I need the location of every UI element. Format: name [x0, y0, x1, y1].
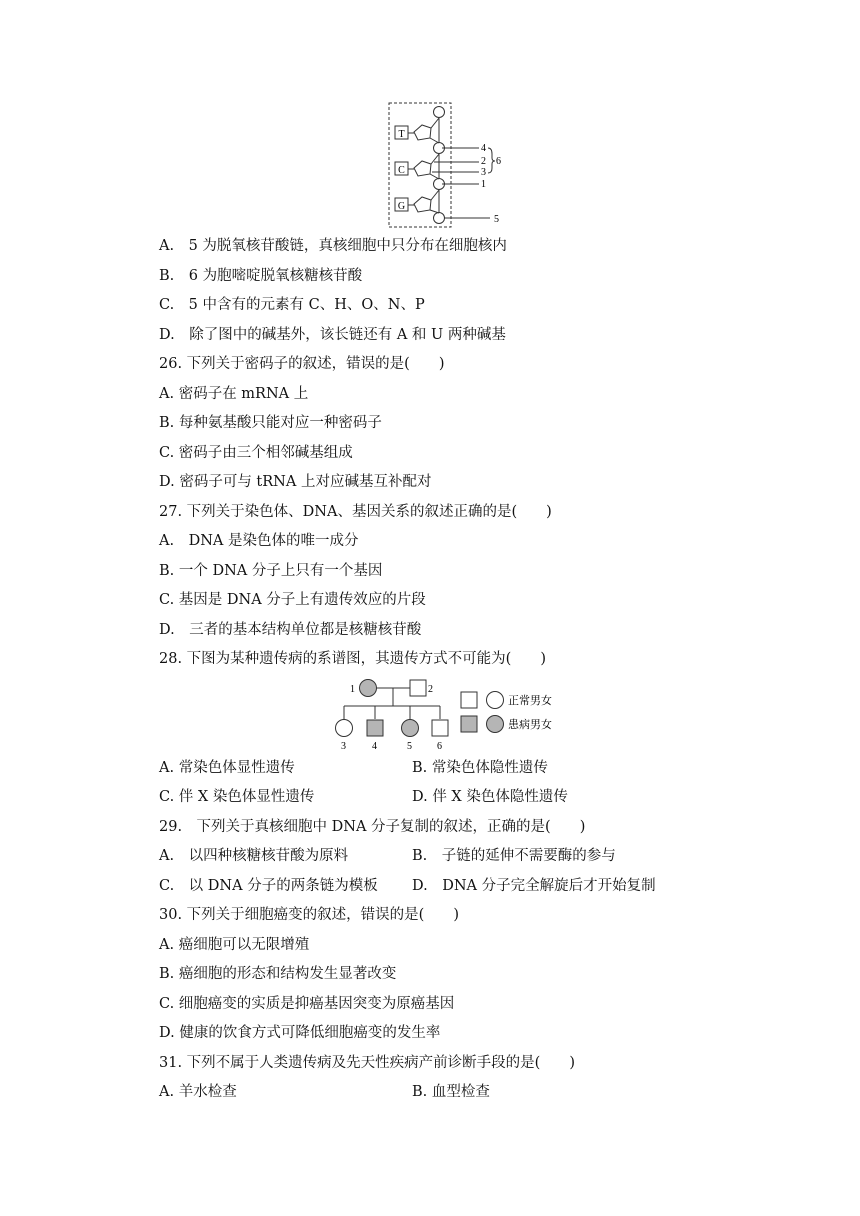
- q27-stem: 27. 下列关于染色体、DNA、基因关系的叙述正确的是( ): [159, 504, 552, 520]
- dna-strand-diagram: [384, 100, 514, 230]
- affected-female-icon: [402, 720, 419, 737]
- deoxyribose-icon: [414, 197, 431, 212]
- label-6: 6: [496, 156, 501, 167]
- label-5: 5: [494, 214, 499, 225]
- individual-1: 1: [350, 684, 355, 695]
- deoxyribose-icon: [414, 125, 431, 140]
- base-label: T: [398, 129, 405, 140]
- individual-3: 3: [341, 741, 346, 752]
- legend-normal-label: 正常男女: [508, 695, 552, 707]
- phosphate-icon: [434, 213, 445, 224]
- q25-option-a: A. 5 为脱氧核苷酸链，真核细胞中只分布在细胞核内: [159, 238, 507, 254]
- q26-option-b: B. 每种氨基酸只能对应一种密码子: [159, 415, 382, 431]
- q28-option-a: A. 常染色体显性遗传: [159, 760, 295, 776]
- normal-male-icon: [410, 680, 426, 696]
- q27-option-a: A. DNA 是染色体的唯一成分: [159, 533, 359, 549]
- normal-male-icon: [432, 720, 448, 736]
- base-label: G: [397, 201, 406, 212]
- legend-affected-label: 患病男女: [508, 719, 552, 731]
- q30-option-c: C. 细胞癌变的实质是抑癌基因突变为原癌基因: [159, 996, 455, 1012]
- legend-affected-male-icon: [461, 716, 477, 732]
- pedigree-chart: [330, 673, 570, 753]
- q27-option-c: C. 基因是 DNA 分子上有遗传效应的片段: [159, 592, 426, 608]
- label-2: 2: [481, 156, 486, 167]
- individual-6: 6: [437, 741, 442, 752]
- q30-option-b: B. 癌细胞的形态和结构发生显著改变: [159, 966, 397, 982]
- q26-option-d: D. 密码子可与 tRNA 上对应碱基互补配对: [159, 474, 432, 490]
- label-1: 1: [481, 179, 486, 190]
- legend-normal-female-icon: [487, 692, 504, 709]
- affected-male-icon: [367, 720, 383, 736]
- normal-female-icon: [336, 720, 353, 737]
- affected-female-icon: [360, 680, 377, 697]
- phosphate-icon: [434, 107, 445, 118]
- q28-stem: 28. 下图为某种遗传病的系谱图，其遗传方式不可能为( ): [159, 651, 546, 667]
- q31-option-b: B. 血型检查: [412, 1084, 490, 1100]
- q26-option-a: A. 密码子在 mRNA 上: [159, 386, 309, 402]
- q28-option-b: B. 常染色体隐性遗传: [412, 760, 548, 776]
- individual-2: 2: [428, 684, 433, 695]
- q30-option-a: A. 癌细胞可以无限增殖: [159, 937, 310, 953]
- q26-option-c: C. 密码子由三个相邻碱基组成: [159, 445, 353, 461]
- q28-option-c: C. 伴 X 染色体显性遗传: [159, 789, 315, 805]
- q30-stem: 30. 下列关于细胞癌变的叙述，错误的是( ): [159, 907, 459, 923]
- base-label: C: [398, 165, 405, 176]
- brace-icon: [488, 148, 495, 173]
- q27-option-d: D. 三者的基本结构单位都是核糖核苷酸: [159, 622, 422, 638]
- q25-option-c: C. 5 中含有的元素有 C、H、O、N、P: [159, 297, 425, 313]
- q31-option-a: A. 羊水检查: [159, 1084, 237, 1100]
- q29-option-d: D. DNA 分子完全解旋后才开始复制: [412, 878, 656, 894]
- q29-option-a: A. 以四种核糖核苷酸为原料: [159, 848, 349, 864]
- legend-affected-female-icon: [487, 716, 504, 733]
- q30-option-d: D. 健康的饮食方式可降低细胞癌变的发生率: [159, 1025, 441, 1041]
- q29-option-b: B. 子链的延伸不需要酶的参与: [412, 848, 616, 864]
- q29-option-c: C. 以 DNA 分子的两条链为模板: [159, 878, 378, 894]
- q27-option-b: B. 一个 DNA 分子上只有一个基因: [159, 563, 383, 579]
- deoxyribose-icon: [414, 161, 431, 176]
- q28-option-d: D. 伴 X 染色体隐性遗传: [412, 789, 568, 805]
- individual-5: 5: [407, 741, 412, 752]
- individual-4: 4: [372, 741, 377, 752]
- q31-stem: 31. 下列不属于人类遗传病及先天性疾病产前诊断手段的是( ): [159, 1055, 575, 1071]
- q26-stem: 26. 下列关于密码子的叙述，错误的是( ): [159, 356, 445, 372]
- legend-normal-male-icon: [461, 692, 477, 708]
- q25-option-d: D. 除了图中的碱基外，该长链还有 A 和 U 两种碱基: [159, 327, 506, 343]
- q25-option-b: B. 6 为胞嘧啶脱氧核糖核苷酸: [159, 268, 363, 284]
- label-3: 3: [481, 167, 486, 178]
- q29-stem: 29. 下列关于真核细胞中 DNA 分子复制的叙述，正确的是( ): [159, 819, 586, 835]
- label-4: 4: [481, 143, 486, 154]
